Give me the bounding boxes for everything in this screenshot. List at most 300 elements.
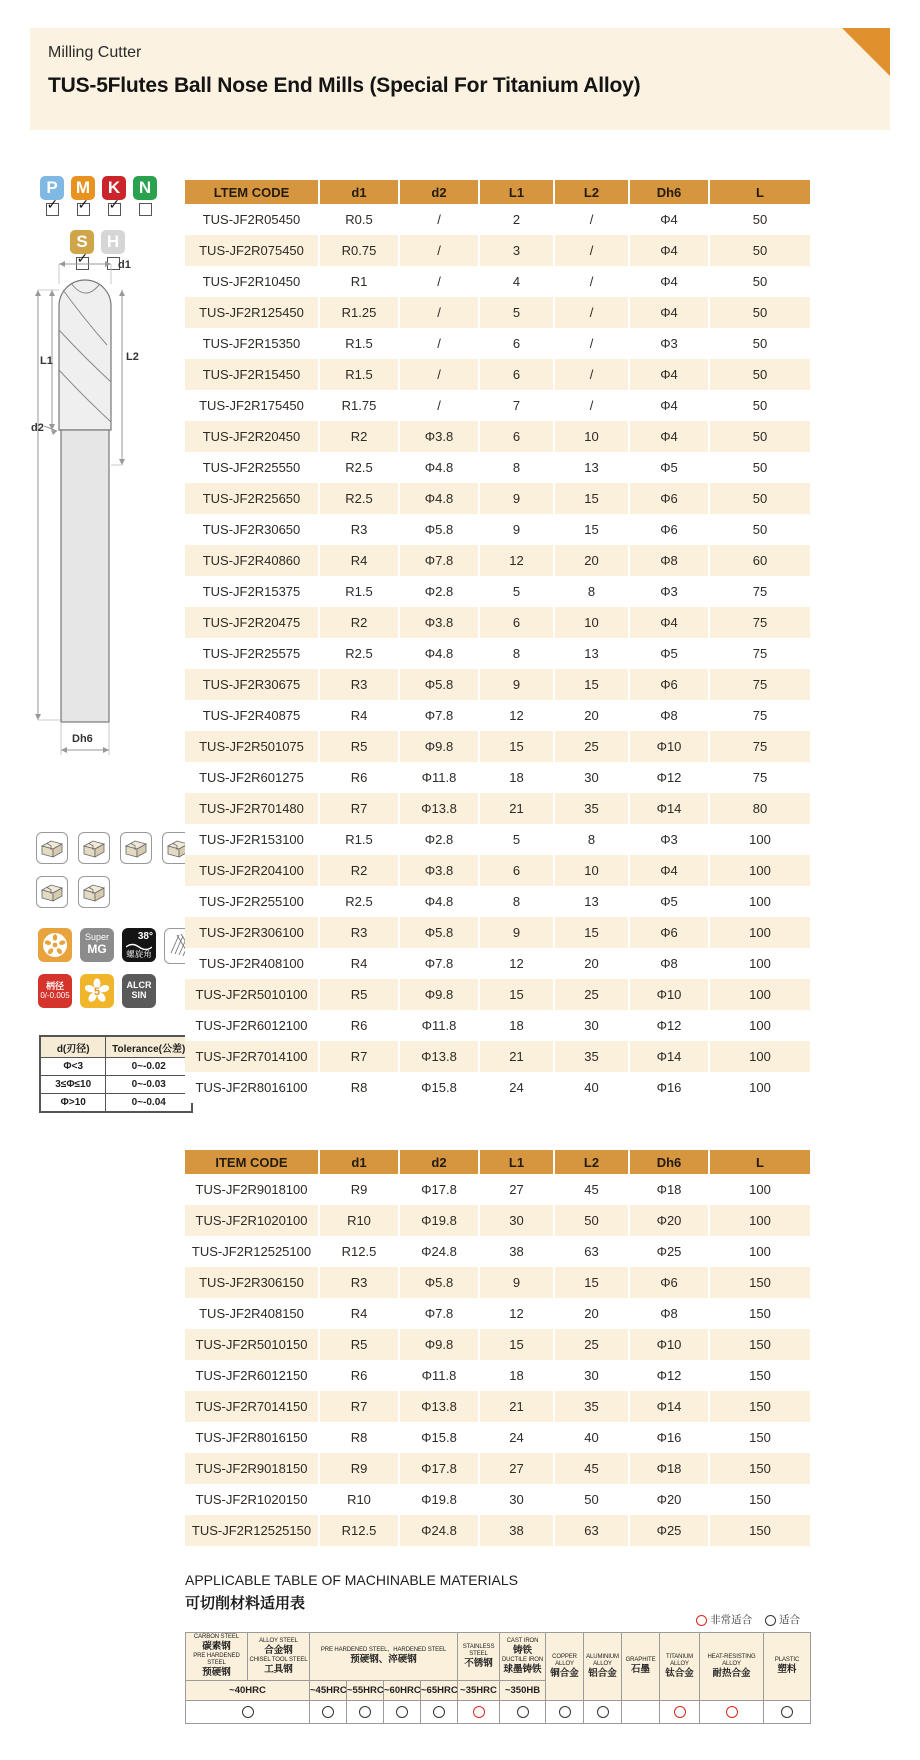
table-cell: R0.75 (320, 235, 400, 266)
material-column-aluminium-alloy (584, 1633, 622, 1701)
header-band (30, 28, 890, 130)
column-header: L2 (555, 1150, 630, 1174)
table-cell: Φ10 (630, 979, 710, 1010)
material-name-line: PLASTIC (774, 1657, 800, 1664)
shank-label: 柄径 (45, 980, 64, 991)
table-cell: Φ18 (630, 1174, 710, 1205)
table-cell: Φ15.8 (400, 1422, 480, 1453)
table-cell: R9 (320, 1174, 400, 1205)
table-cell: 63 (555, 1515, 630, 1546)
table-cell: 6 (480, 328, 555, 359)
material-class-p (40, 176, 64, 216)
table-row (185, 855, 810, 886)
material-name-line: COPPER ALLOY (552, 1653, 577, 1667)
table-cell: 80 (710, 793, 810, 824)
table-cell: 25 (555, 979, 630, 1010)
table-cell: Φ3 (630, 576, 710, 607)
table-cell: Φ5.8 (400, 917, 480, 948)
table-cell: 25 (555, 731, 630, 762)
machinable-materials-table (185, 1632, 811, 1724)
table-cell: 150 (710, 1298, 810, 1329)
table-cell: TUS-JF2R5010100 (185, 979, 320, 1010)
material-name-line: PRE HARDENED STEEL、HARDENED STEEL (320, 1647, 447, 1654)
check-mark-icon: ✓ (46, 196, 59, 212)
table-cell: TUS-JF2R30675 (185, 669, 320, 700)
table-cell: 13 (555, 638, 630, 669)
table-cell: R1.5 (320, 328, 400, 359)
table-cell: 13 (555, 886, 630, 917)
checkbox-checked (46, 196, 59, 216)
table-cell: Φ13.8 (400, 1041, 480, 1072)
table-cell: 63 (555, 1236, 630, 1267)
table-cell: 50 (710, 390, 810, 421)
table-cell: Φ18 (630, 1453, 710, 1484)
table-cell: 150 (710, 1515, 810, 1546)
table-cell: R2 (320, 607, 400, 638)
material-column-copper-alloy (546, 1633, 584, 1701)
table-cell: 6 (480, 421, 555, 452)
suitability-mark (559, 1706, 571, 1718)
table-cell: TUS-JF2R7014100 (185, 1041, 320, 1072)
spec-table-1-header-row (185, 180, 810, 204)
table-row (185, 948, 810, 979)
table-cell: TUS-JF2R12525150 (185, 1515, 320, 1546)
table-cell: R4 (320, 700, 400, 731)
material-class-badge: N (133, 176, 157, 200)
table-cell: 30 (555, 1010, 630, 1041)
table-cell: Φ10 (630, 1329, 710, 1360)
hardness-cell: ~350HB (500, 1681, 546, 1701)
table-cell: 50 (710, 328, 810, 359)
legend-label-best: 非常适合 (710, 1614, 753, 1626)
table-row (185, 452, 810, 483)
table-cell: Φ6 (630, 483, 710, 514)
table-cell: R6 (320, 1360, 400, 1391)
table-cell: 7 (480, 390, 555, 421)
table-cell: 45 (555, 1174, 630, 1205)
suitability-mark (674, 1706, 686, 1718)
column-header: d1 (320, 1150, 400, 1174)
table-row (185, 700, 810, 731)
table-cell: Φ9.8 (400, 979, 480, 1010)
table-cell: 8 (555, 824, 630, 855)
table-cell: Φ19.8 (400, 1484, 480, 1515)
table-cell: TUS-JF2R306150 (185, 1267, 320, 1298)
table-cell: / (555, 235, 630, 266)
suitability-mark (322, 1706, 334, 1718)
table-cell: R6 (320, 762, 400, 793)
table-cell: Φ5 (630, 886, 710, 917)
table-cell: / (400, 266, 480, 297)
table-cell: Φ6 (630, 917, 710, 948)
table-cell: Φ4 (630, 359, 710, 390)
table-cell: 30 (555, 762, 630, 793)
slot-milling-icon (78, 832, 110, 864)
table-cell: 100 (710, 979, 810, 1010)
table-cell: Φ5 (630, 638, 710, 669)
table-cell: Φ17.8 (400, 1174, 480, 1205)
table-cell: 50 (710, 514, 810, 545)
material-name-line: 铜合金 (550, 1667, 579, 1679)
table-cell: Φ17.8 (400, 1453, 480, 1484)
table-cell: 35 (555, 793, 630, 824)
table-cell: Φ5.8 (400, 669, 480, 700)
table-cell: Φ4 (630, 421, 710, 452)
table-cell: Φ8 (630, 545, 710, 576)
table-cell: Φ8 (630, 1298, 710, 1329)
table-cell: TUS-JF2R15350 (185, 328, 320, 359)
checkbox-checked (108, 196, 121, 216)
table-row (185, 917, 810, 948)
table-cell: R1.5 (320, 576, 400, 607)
material-name-line: HEAT-RESISTING ALLOY (707, 1653, 756, 1667)
table-cell: R12.5 (320, 1515, 400, 1546)
table-cell: / (400, 390, 480, 421)
fit-circle-icon (765, 1615, 776, 1626)
table-cell: TUS-JF2R1020100 (185, 1205, 320, 1236)
table-cell: TUS-JF2R255100 (185, 886, 320, 917)
material-name-line: STAINLESS STEEL (462, 1643, 495, 1657)
flute-count-icon (80, 974, 114, 1008)
super-label: Super (84, 932, 110, 943)
table-row (185, 297, 810, 328)
suitability-mark (597, 1706, 609, 1718)
table-cell: 6 (480, 359, 555, 390)
check-mark-icon: ✓ (76, 250, 89, 266)
table-cell: 18 (480, 1010, 555, 1041)
material-name-line: 铸铁 (513, 1644, 533, 1656)
table-cell: / (555, 328, 630, 359)
table-cell: TUS-JF2R9018100 (185, 1174, 320, 1205)
table-cell: 100 (710, 917, 810, 948)
column-header: Dh6 (630, 180, 710, 204)
table-cell: 30 (480, 1484, 555, 1515)
table-row (185, 545, 810, 576)
table-cell: TUS-JF2R408150 (185, 1298, 320, 1329)
table-cell: Φ4 (630, 607, 710, 638)
material-name-line: CAST IRON (506, 1637, 539, 1644)
table-cell: 50 (710, 266, 810, 297)
page-title: TUS-5Flutes Ball Nose End Mills (Special For Titanium Alloy) (48, 74, 641, 97)
table-cell: 100 (710, 948, 810, 979)
table-cell: 150 (710, 1484, 810, 1515)
table-row (185, 483, 810, 514)
table-cell: Φ2.8 (400, 576, 480, 607)
material-name-line: TITANIUM ALLOY (665, 1653, 694, 1667)
table-cell: 150 (710, 1267, 810, 1298)
material-column-carbon-steel (186, 1633, 248, 1681)
table-cell: TUS-JF2R5010150 (185, 1329, 320, 1360)
table-cell: / (400, 204, 480, 235)
table-cell: 150 (710, 1453, 810, 1484)
table-cell: R5 (320, 731, 400, 762)
table-cell: Φ4.8 (400, 638, 480, 669)
table-cell: / (400, 235, 480, 266)
table-cell: Φ14 (630, 1041, 710, 1072)
table-cell: / (400, 297, 480, 328)
material-column-heat-resisting-alloy (700, 1633, 764, 1701)
material-name-line: 耐热合金 (712, 1667, 751, 1679)
suitability-mark (242, 1706, 254, 1718)
hardness-cell: ~55HRC (347, 1681, 384, 1701)
column-header: L (710, 180, 810, 204)
suitability-mark (517, 1706, 529, 1718)
table-cell: 35 (555, 1041, 630, 1072)
table-cell: 15 (555, 483, 630, 514)
table-cell: 2 (480, 204, 555, 235)
table-cell: Φ11.8 (400, 1010, 480, 1041)
table-cell: 35 (555, 1391, 630, 1422)
hardness-cell: ~45HRC (310, 1681, 347, 1701)
material-column-cast-iron (500, 1633, 546, 1681)
table-cell: 75 (710, 762, 810, 793)
column-header: d2 (400, 1150, 480, 1174)
plunge-milling-icon (78, 876, 110, 908)
hardness-cell: ~35HRC (458, 1681, 500, 1701)
table-row (185, 1041, 810, 1072)
table-cell: 3 (480, 235, 555, 266)
table-row (185, 793, 810, 824)
table-row (185, 731, 810, 762)
table-cell: R1.5 (320, 359, 400, 390)
table-cell: Φ>10 (41, 1094, 106, 1112)
table-cell: 9 (480, 514, 555, 545)
table-cell: 75 (710, 607, 810, 638)
table-cell: 100 (710, 824, 810, 855)
material-name-line: GRAPHITE (625, 1657, 656, 1664)
helix-angle-value: 38° (137, 930, 153, 942)
table-cell: TUS-JF2R408100 (185, 948, 320, 979)
flute-count-value: 5 (93, 985, 101, 998)
table-cell: 100 (710, 1041, 810, 1072)
category-label: Milling Cutter (48, 44, 142, 61)
column-header: d2 (400, 180, 480, 204)
table-cell: Φ<3 (41, 1058, 106, 1076)
table-cell: 3≤Φ≤10 (41, 1076, 106, 1094)
table-cell: 20 (555, 948, 630, 979)
table-cell: 8 (555, 576, 630, 607)
table-row (185, 762, 810, 793)
materials-title-en: APPLICABLE TABLE OF MACHINABLE MATERIALS (185, 1572, 518, 1588)
table-cell: Φ25 (630, 1515, 710, 1546)
table-cell: R8 (320, 1422, 400, 1453)
table-cell: / (400, 359, 480, 390)
table-cell: 40 (555, 1072, 630, 1103)
table-cell: 6 (480, 607, 555, 638)
table-cell: Φ4 (630, 390, 710, 421)
table-cell: 38 (480, 1515, 555, 1546)
table-cell: 12 (480, 948, 555, 979)
tolerance-table (40, 1036, 192, 1112)
table-cell: TUS-JF2R25575 (185, 638, 320, 669)
table-cell: / (555, 390, 630, 421)
table-row (185, 514, 810, 545)
table-cell: R2.5 (320, 886, 400, 917)
table-cell: R3 (320, 1267, 400, 1298)
table-cell: 15 (480, 1329, 555, 1360)
table-cell: Φ10 (630, 731, 710, 762)
table-cell: Φ3 (630, 824, 710, 855)
table-row (185, 1267, 810, 1298)
table-cell: TUS-JF2R701480 (185, 793, 320, 824)
table-cell: Φ25 (630, 1236, 710, 1267)
table-row (41, 1058, 192, 1076)
material-name-line: 钛合金 (665, 1667, 694, 1679)
table-cell: 20 (555, 545, 630, 576)
material-class-k (102, 176, 126, 216)
table-row (185, 421, 810, 452)
table-cell: 5 (480, 297, 555, 328)
table-row (185, 1072, 810, 1103)
table-cell: 150 (710, 1329, 810, 1360)
table-cell: Φ20 (630, 1205, 710, 1236)
table-cell: 15 (555, 669, 630, 700)
table-cell: 50 (710, 452, 810, 483)
table-row (185, 235, 810, 266)
spec-table-2 (185, 1150, 810, 1546)
table-cell: 75 (710, 669, 810, 700)
table-cell: 10 (555, 607, 630, 638)
table-cell: 18 (480, 762, 555, 793)
table-cell: TUS-JF2R6012100 (185, 1010, 320, 1041)
table-cell: 75 (710, 700, 810, 731)
table-cell: R2.5 (320, 452, 400, 483)
material-name-line: PRE HARDENED STEEL (193, 1653, 240, 1667)
table-cell: 5 (480, 824, 555, 855)
table-cell: 75 (710, 731, 810, 762)
table-cell: Φ14 (630, 793, 710, 824)
table-cell: TUS-JF2R9018150 (185, 1453, 320, 1484)
table-cell: 50 (710, 297, 810, 328)
table-cell: 45 (555, 1453, 630, 1484)
table-cell: R7 (320, 1041, 400, 1072)
table-cell: / (555, 266, 630, 297)
material-column-stainless-steel (458, 1633, 500, 1681)
table-cell: R5 (320, 979, 400, 1010)
table-cell: Φ14 (630, 1391, 710, 1422)
material-column-graphite (622, 1633, 660, 1701)
table-cell: TUS-JF2R10450 (185, 266, 320, 297)
suitability-mark (726, 1706, 738, 1718)
machining-operation-icons (36, 832, 202, 908)
table-cell: 4 (480, 266, 555, 297)
table-cell: 15 (555, 514, 630, 545)
table-cell: 50 (710, 204, 810, 235)
material-class-group-primary (40, 176, 157, 216)
table-cell: 50 (555, 1484, 630, 1515)
table-cell: Φ4.8 (400, 452, 480, 483)
table-row (185, 607, 810, 638)
shank-tolerance-value: 0/-0.005 (40, 990, 70, 1000)
table-cell: 38 (480, 1236, 555, 1267)
material-name-line: 工具钢 (264, 1663, 293, 1675)
table-row (185, 1298, 810, 1329)
table-cell: TUS-JF2R12525100 (185, 1236, 320, 1267)
table-cell: 100 (710, 1174, 810, 1205)
material-name-line: 铝合金 (588, 1667, 617, 1679)
material-class-badge: S (70, 230, 94, 254)
flute-cross-section-icon (38, 928, 72, 962)
table-cell: 50 (710, 359, 810, 390)
coating-icon (122, 974, 156, 1008)
table-cell: 75 (710, 576, 810, 607)
coating-label-1: ALCR (126, 980, 152, 991)
table-cell: 100 (710, 1010, 810, 1041)
table-cell: 9 (480, 483, 555, 514)
table-cell: TUS-JF2R05450 (185, 204, 320, 235)
table-cell: TUS-JF2R175450 (185, 390, 320, 421)
helix-angle-icon (122, 928, 156, 962)
table-cell: / (400, 328, 480, 359)
spec-table-2-header-row (185, 1150, 810, 1174)
table-cell: Φ15.8 (400, 1072, 480, 1103)
table-row (185, 886, 810, 917)
table-cell: TUS-JF2R15375 (185, 576, 320, 607)
table-cell: 0~-0.02 (106, 1058, 192, 1076)
table-cell: 100 (710, 1205, 810, 1236)
table-cell: Φ7.8 (400, 700, 480, 731)
table-cell: R2.5 (320, 483, 400, 514)
table-row (41, 1094, 192, 1112)
column-header: Dh6 (630, 1150, 710, 1174)
table-cell: Φ6 (630, 669, 710, 700)
table-cell: 12 (480, 1298, 555, 1329)
table-row (185, 204, 810, 235)
table-cell: Φ24.8 (400, 1515, 480, 1546)
table-cell: 20 (555, 1298, 630, 1329)
table-cell: TUS-JF2R501075 (185, 731, 320, 762)
table-cell: 15 (555, 917, 630, 948)
table-row (185, 328, 810, 359)
table-cell: R4 (320, 545, 400, 576)
suitability-mark (396, 1706, 408, 1718)
table-row (185, 1236, 810, 1267)
table-cell: Φ7.8 (400, 1298, 480, 1329)
material-class-badge: K (102, 176, 126, 200)
table-cell: 0~-0.04 (106, 1094, 192, 1112)
table-row (185, 1205, 810, 1236)
dimension-label-l2: L2 (126, 351, 139, 363)
table-row (185, 1174, 810, 1205)
material-name-line: 预硬钢、淬硬钢 (350, 1654, 417, 1666)
table-cell: Φ6 (630, 514, 710, 545)
column-header: d(刃径) (41, 1037, 106, 1058)
table-cell: TUS-JF2R30650 (185, 514, 320, 545)
suitability-mark (781, 1706, 793, 1718)
material-class-m (71, 176, 95, 216)
table-cell: 27 (480, 1174, 555, 1205)
table-cell: R6 (320, 1010, 400, 1041)
table-cell: R3 (320, 669, 400, 700)
material-name-line: 预硬钢 (202, 1667, 231, 1679)
suitability-mark (359, 1706, 371, 1718)
table-cell: R7 (320, 793, 400, 824)
table-cell: Φ5.8 (400, 514, 480, 545)
table-cell: 50 (710, 421, 810, 452)
table-cell: R4 (320, 1298, 400, 1329)
table-cell: Φ20 (630, 1484, 710, 1515)
table-cell: Φ13.8 (400, 1391, 480, 1422)
table-cell: 0~-0.03 (106, 1076, 192, 1094)
table-cell: R10 (320, 1484, 400, 1515)
table-cell: Φ12 (630, 1360, 710, 1391)
table-cell: 6 (480, 855, 555, 886)
table-cell: 100 (710, 886, 810, 917)
table-cell: Φ24.8 (400, 1236, 480, 1267)
table-cell: R1.75 (320, 390, 400, 421)
table-cell: 50 (555, 1205, 630, 1236)
table-cell: Φ4 (630, 297, 710, 328)
